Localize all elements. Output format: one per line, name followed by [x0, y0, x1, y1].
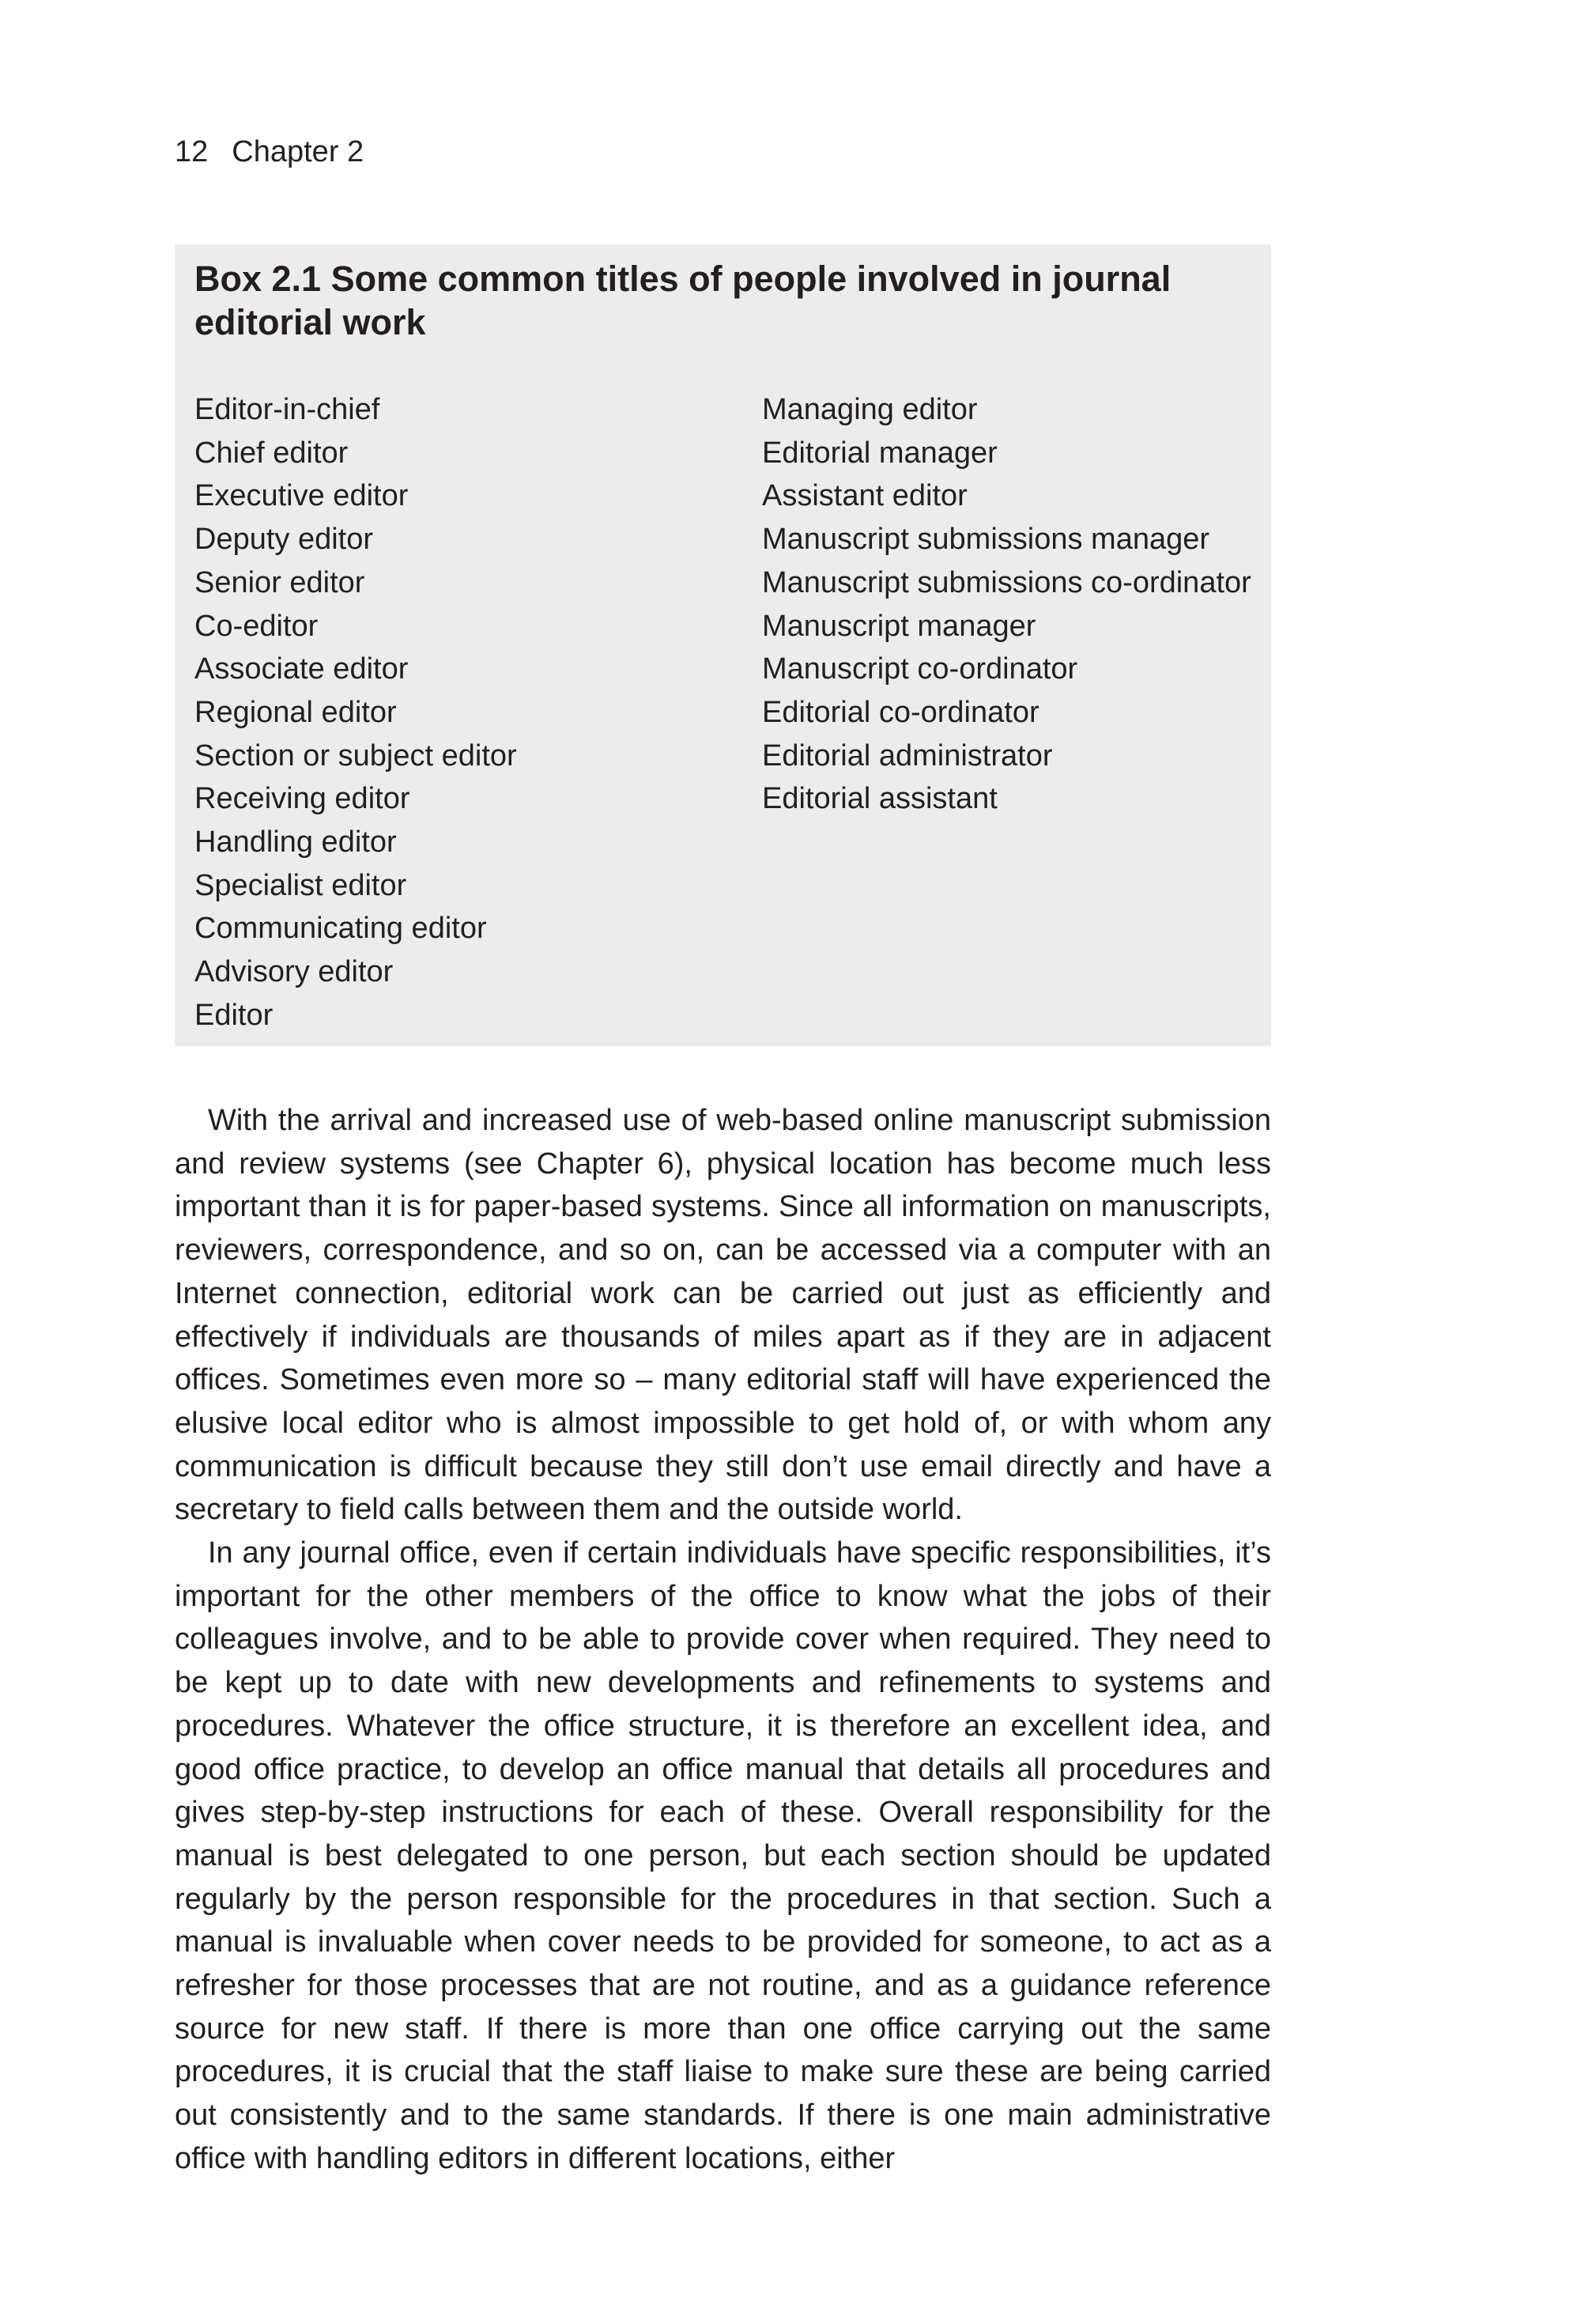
list-item: Manuscript manager [762, 609, 1036, 643]
list-item: Co-editor [194, 609, 319, 643]
body-text [175, 1099, 1271, 2181]
list-item: Editorial assistant [762, 782, 998, 816]
list-item: Section or subject editor [194, 739, 517, 773]
list-item: Executive editor [194, 479, 409, 513]
paragraph: In any journal office, even if certain individuals have specific responsibilities, it’s important for the other members of the office to know what the jobs of their colleagues involve, and to be able to provide cover when required. They need to be kept up to date with new developments and refinements to systems and procedures. Whatever the office structure, it is therefore an excellent idea, and good office practice, to develop an office manual that details all procedures and gives step-by-step instructions for each of these. Overall responsibility for the manual is best delegated to one person, but each section should be updated regularly by the person responsible for the procedures in that section. Such a manual is invaluable when cover needs to be provided for someone, to act as a refresher for those processes that are not routine, and as a guidance reference source for new staff. If there is more than one office carrying out the same procedures, it is crucial that the staff liaise to make sure these are being carried out consistently and to the same standards. If there is one main administrative office with handling editors in different locations, either [175, 1536, 1271, 2175]
box-title: Box 2.1 Some common titles of people involved in journal editorial work [194, 259, 1172, 342]
running-head [175, 133, 364, 171]
list-item: Advisory editor [194, 955, 394, 989]
list-item: Editorial manager [762, 436, 998, 470]
list-item: Assistant editor [762, 479, 968, 513]
titles-right-column [762, 388, 1251, 821]
list-item: Manuscript submissions co-ordinator [762, 565, 1251, 599]
list-item: Associate editor [194, 652, 409, 686]
paragraph: With the arrival and increased use of web-based online manuscript submission and review systems (see Chapter 6), physical location has become much less important than it is for paper-based systems. Since all information on manuscripts, reviewers, correspondence, and so on, can be accessed via a computer with an Internet connection, editorial work can be carried out just as efficiently and effectively if individuals are thousands of miles apart as if they are in adjacent offices. Sometimes even more so – many editorial staff will have experienced the elusive local editor who is almost impossible to get hold of, or with whom any communication is difficult because they still don’t use email directly and have a secretary to field calls between them and the outside world. [175, 1104, 1271, 1527]
list-item: Editor-in-chief [194, 393, 380, 426]
list-item: Manuscript submissions manager [762, 523, 1210, 557]
chapter-label: Chapter 2 [232, 135, 364, 168]
list-item: Manuscript co-ordinator [762, 652, 1078, 686]
list-item: Communicating editor [194, 912, 487, 946]
list-item: Editor [194, 998, 274, 1032]
list-item: Editorial administrator [762, 739, 1053, 773]
titles-left-column [194, 388, 517, 1037]
list-item: Chief editor [194, 436, 349, 470]
list-item: Regional editor [194, 695, 397, 729]
list-item: Editorial co-ordinator [762, 695, 1039, 729]
page-number: 12 [175, 135, 209, 168]
list-item: Managing editor [762, 393, 978, 426]
list-item: Senior editor [194, 565, 365, 599]
list-item: Receiving editor [194, 782, 410, 816]
list-item: Specialist editor [194, 868, 407, 902]
list-item: Handling editor [194, 825, 397, 859]
box-2-1 [175, 244, 1271, 1046]
list-item: Deputy editor [194, 523, 374, 557]
